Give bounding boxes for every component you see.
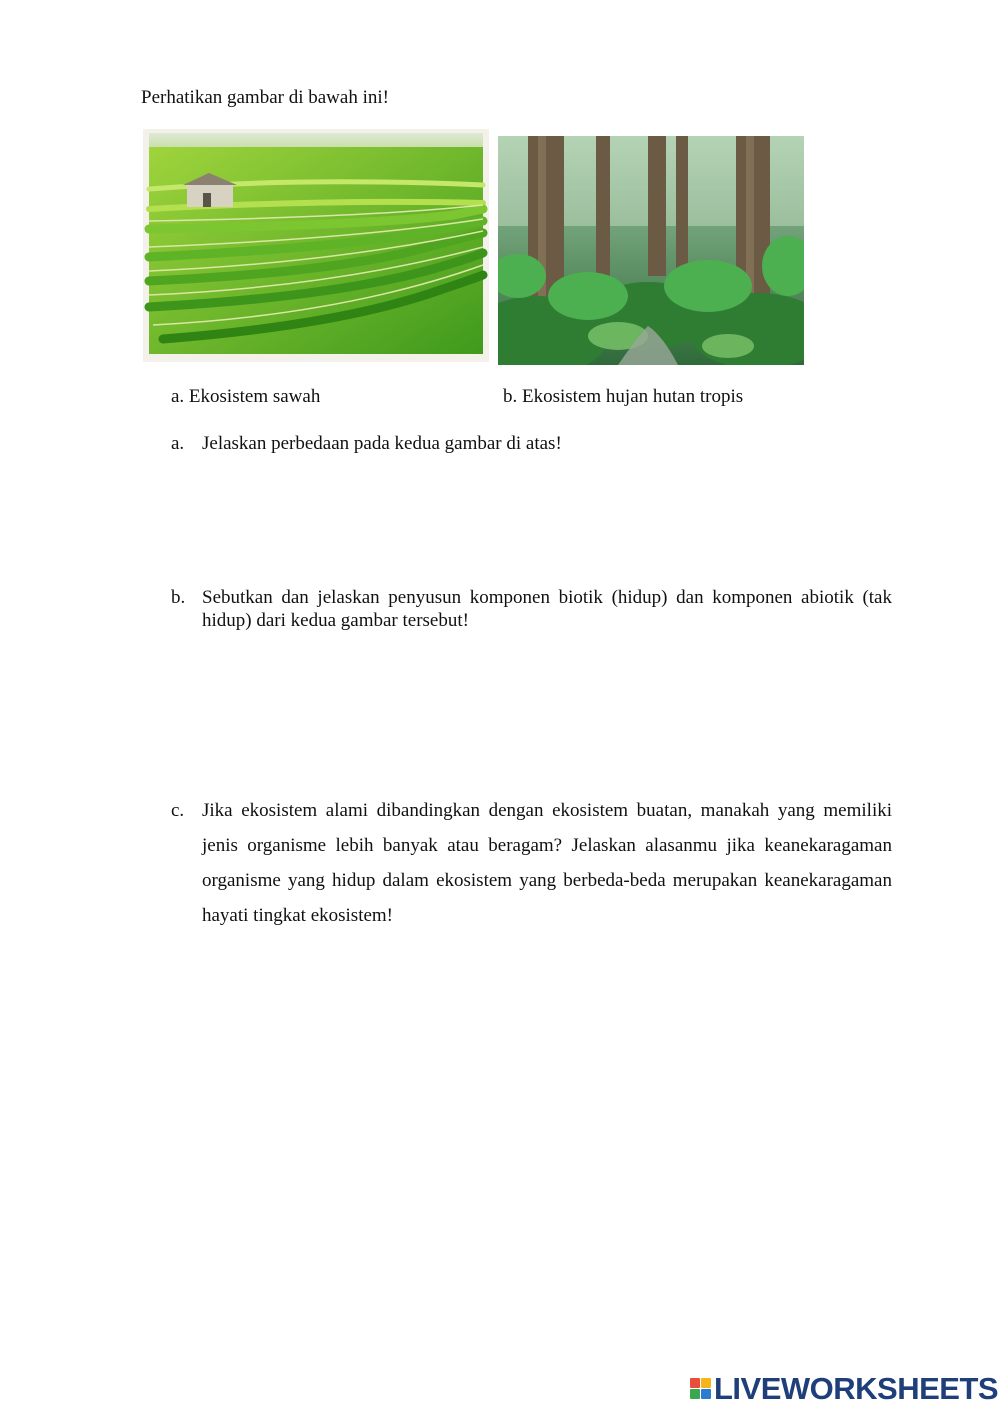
liveworksheets-logo [690, 1372, 998, 1406]
intro-text: Perhatikan gambar di bawah ini! [141, 87, 389, 108]
question-text: Jika ekosistem alami dibandingkan dengan ekosistem buatan, manakah yang memiliki jenis organisme lebih banyak atau beragam? Jelaskan alasanmu jika keanekaragaman organisme yang hidup dalam ekosistem yang berbeda-beda merupakan keanekaragaman hayati tingkat ekosistem! [202, 800, 892, 926]
rice-field-image [143, 129, 489, 362]
caption-rice-field: a. Ekosistem sawah [171, 386, 321, 407]
question-marker: b. [171, 587, 186, 608]
question-item [171, 586, 892, 632]
question-marker: a. [171, 433, 185, 454]
question-item [171, 432, 892, 456]
question-text: Jelaskan perbedaan pada kedua gambar di atas! [202, 433, 562, 454]
brand-wordmark: LIVEWORKSHEETS [714, 1371, 999, 1406]
caption-rainforest: b. Ekosistem hujan hutan tropis [503, 386, 744, 407]
question-item [171, 793, 892, 933]
question-text: Sebutkan dan jelaskan penyusun komponen biotik (hidup) dan komponen abiotik (tak hidup) dari kedua gambar tersebut! [202, 587, 892, 631]
question-marker: c. [171, 800, 185, 821]
tropical-rainforest-image [498, 136, 804, 365]
brand-logo-icon [690, 1378, 712, 1400]
